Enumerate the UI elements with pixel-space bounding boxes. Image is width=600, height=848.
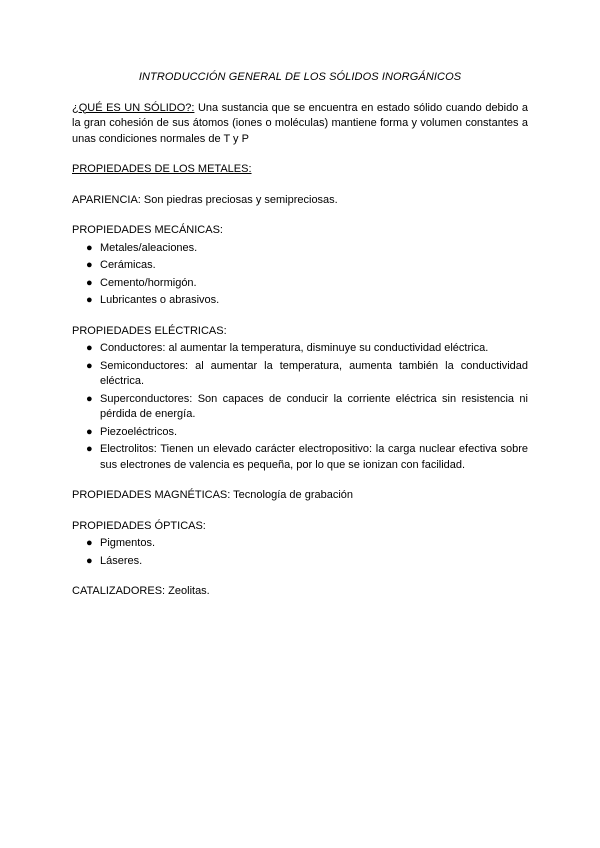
- electricas-list: [72, 341, 528, 473]
- list-item: ● Electrolitos: Tienen un elevado carácter electropositivo: la carga nuclear efectiva sobre sus electrones de valencia es pequeña, por lo que se ionizan con facilidad.: [86, 443, 528, 471]
- bullet-icon: ●: [86, 294, 93, 306]
- bullet-icon: ●: [86, 342, 93, 354]
- bullet-icon: ●: [86, 537, 93, 549]
- intro-paragraph: [72, 101, 528, 148]
- bullet-icon: ●: [86, 443, 93, 455]
- document-title: INTRODUCCIÓN GENERAL DE LOS SÓLIDOS INORGÁNICOS: [138, 71, 462, 83]
- list-item: ● Lubricantes o abrasivos.: [72, 293, 528, 309]
- bullet-icon: ●: [86, 241, 93, 254]
- metales-heading: PROPIEDADES DE LOS METALES:: [72, 163, 252, 175]
- opticas-list: [72, 536, 528, 569]
- electricas-heading: PROPIEDADES ELÉCTRICAS:: [72, 324, 227, 337]
- document-page: [72, 70, 528, 615]
- intro-answer: Una sustancia que se encuentra en estado sólido cuando debido a la gran cohesión de sus átomos (iones o moléculas) mantiene forma y volumen constantes a unas condiciones normales de T y P: [72, 101, 528, 145]
- list-item: ● Semiconductores: al aumentar la temperatura, aumenta también la conductividad eléctrica.: [86, 359, 528, 387]
- apariencia-line: APARIENCIA: Son piedras preciosas y semipreciosas.: [72, 193, 338, 206]
- list-item: ● Conductores: al aumentar la temperatura, disminuye su conductividad eléctrica.: [72, 341, 528, 357]
- bullet-icon: ●: [86, 259, 93, 271]
- list-item: ● Superconductores: Son capaces de conducir la corriente eléctrica sin resistencia ni pérdida de energía.: [86, 392, 528, 420]
- list-item: ● Láseres.: [72, 554, 528, 570]
- bullet-icon: ●: [86, 392, 93, 405]
- electricas-section: [72, 324, 528, 474]
- bullet-icon: ●: [86, 359, 93, 372]
- bullet-icon: ●: [86, 425, 93, 438]
- mecanicas-heading: PROPIEDADES MECÁNICAS:: [72, 224, 223, 236]
- catalizadores-line: CATALIZADORES: Zeolitas.: [72, 585, 210, 597]
- bullet-icon: ●: [86, 554, 93, 567]
- mecanicas-list: [72, 241, 528, 309]
- list-item: ● Piezoeléctricos.: [72, 425, 528, 441]
- list-item: ● Metales/aleaciones.: [72, 241, 528, 257]
- intro-question: ¿QUÉ ES UN SÓLIDO?:: [72, 101, 195, 114]
- opticas-section: [72, 519, 528, 570]
- opticas-heading: PROPIEDADES ÓPTICAS:: [72, 519, 206, 532]
- magneticas-line: PROPIEDADES MAGNÉTICAS: Tecnología de grabación: [72, 489, 354, 501]
- bullet-icon: ●: [86, 276, 93, 289]
- list-item: ● Cerámicas.: [72, 258, 528, 274]
- list-item: ● Pigmentos.: [72, 536, 528, 552]
- list-item: ● Cemento/hormigón.: [72, 276, 528, 292]
- mecanicas-section: [72, 223, 528, 309]
